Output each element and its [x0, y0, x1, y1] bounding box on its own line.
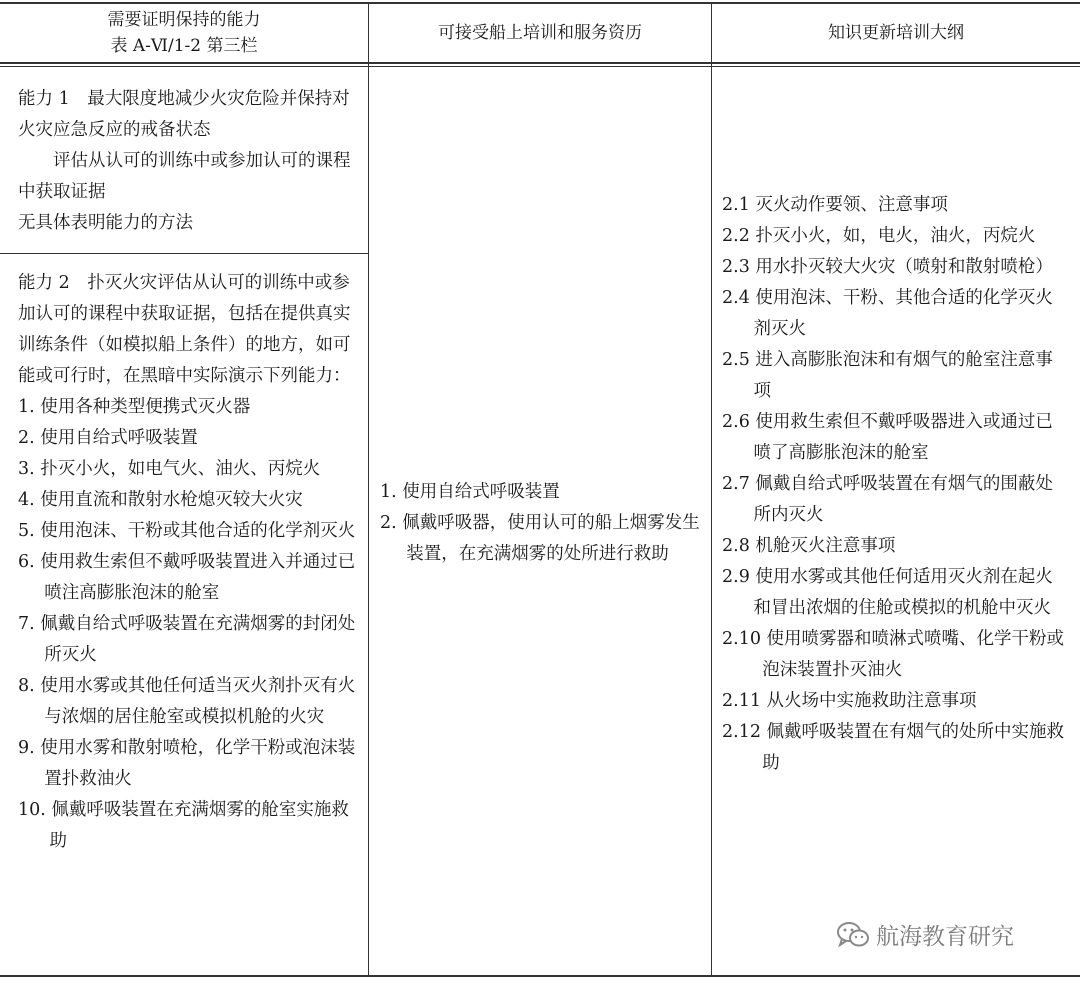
- list-item: 2.2 扑灭小火，如，电火，油火，丙烷火: [722, 226, 1036, 246]
- wechat-icon: [836, 920, 870, 950]
- list-item: 2.9 使用水雾或其他任何适用灭火剂在起火和冒出浓烟的住舱或模拟的机舱中灭火: [722, 567, 1053, 618]
- competence-2-cell: [18, 268, 363, 857]
- header-onboard-training: [369, 4, 711, 62]
- list-item: 2.10 使用喷雾器和喷淋式喷嘴、化学干粉或泡沫装置扑灭油火: [722, 629, 1065, 680]
- list-item: 2. 使用自给式呼吸装置: [18, 428, 198, 448]
- list-item: 7. 佩戴自给式呼吸装置在充满烟雾的封闭处所灭火: [18, 614, 356, 665]
- list-item: 2.12 佩戴呼吸装置在有烟气的处所中实施救助: [722, 722, 1065, 773]
- list-item: 1. 使用自给式呼吸装置: [380, 482, 560, 502]
- syllabus-cell: [722, 190, 1070, 779]
- header-competence: [0, 4, 368, 62]
- competence-1-note: 无具体表明能力的方法: [18, 213, 193, 233]
- list-item: 2.1 灭火动作要领、注意事项: [722, 195, 948, 215]
- list-item: 1. 使用各种类型便携式灭火器: [18, 397, 251, 417]
- watermark: [836, 918, 1014, 951]
- list-item: 9. 使用水雾和散射喷枪，化学干粉或泡沫装置扑救油火: [18, 738, 356, 789]
- competence-1-title: 能力 1 最大限度地减少火灾危险并保持对火灾应急反应的戒备状态: [18, 89, 350, 140]
- onboard-training-cell: [380, 477, 702, 570]
- competence-1-evidence: 评估从认可的训练中或参加认可的课程中获取证据: [18, 151, 351, 202]
- list-item: 3. 扑灭小火，如电气火、油火、丙烷火: [18, 459, 321, 479]
- list-item: 2.6 使用救生索但不戴呼吸器进入或通过已喷了高膨胀泡沫的舱室: [722, 412, 1053, 463]
- list-item: 2.4 使用泡沫、干粉、其他合适的化学灭火剂灭火: [722, 288, 1053, 339]
- table-bottom-rule: [0, 975, 1080, 977]
- watermark-text: 航海教育研究: [876, 924, 1014, 950]
- list-item: 2.5 进入高膨胀泡沫和有烟气的舱室注意事项: [722, 350, 1053, 401]
- list-item: 10. 佩戴呼吸装置在充满烟雾的舱室实施救助: [18, 800, 349, 851]
- list-item: 2.8 机舱灭火注意事项: [722, 536, 896, 556]
- competence-2-intro: 能力 2 扑灭火灾评估从认可的训练中或参加认可的课程中获取证据，包括在提供真实训练条件（如模拟船上条件）的地方，如可能或可行时，在黑暗中实际演示下列能力：: [18, 273, 351, 386]
- header-competence-line1: 需要证明保持的能力: [107, 10, 261, 30]
- column-divider-2: [711, 2, 712, 977]
- list-item: 2.11 从火场中实施救助注意事项: [722, 691, 977, 711]
- list-item: 2. 佩戴呼吸器，使用认可的船上烟雾发生装置，在充满烟雾的处所进行救助: [380, 513, 700, 564]
- list-item: 4. 使用直流和散射水枪熄灭较大火灾: [18, 490, 303, 510]
- header-bottom-rule: [0, 62, 1080, 64]
- competence-1-cell: [18, 84, 363, 239]
- header-syllabus: [712, 4, 1080, 62]
- header-sub-rule: [0, 66, 1080, 67]
- header-competence-line2: 表 A-Ⅵ/1-2 第三栏: [110, 36, 258, 56]
- list-item: 2.7 佩戴自给式呼吸装置在有烟气的围蔽处所内灭火: [722, 474, 1053, 525]
- column-divider-1: [368, 2, 369, 977]
- list-item: 5. 使用泡沫、干粉或其他合适的化学剂灭火: [18, 521, 356, 541]
- list-item: 8. 使用水雾或其他任何适当灭火剂扑灭有火与浓烟的居住舱室或模拟机舱的火灾: [18, 676, 356, 727]
- list-item: 2.3 用水扑灭较大火灾（喷射和散射喷枪）: [722, 257, 1053, 277]
- header-syllabus-label: 知识更新培训大纲: [828, 23, 964, 43]
- list-item: 6. 使用救生索但不戴呼吸装置进入并通过已喷注高膨胀泡沫的舱室: [18, 552, 356, 603]
- row-divider: [0, 253, 368, 254]
- header-onboard-label: 可接受船上培训和服务资历: [438, 23, 642, 43]
